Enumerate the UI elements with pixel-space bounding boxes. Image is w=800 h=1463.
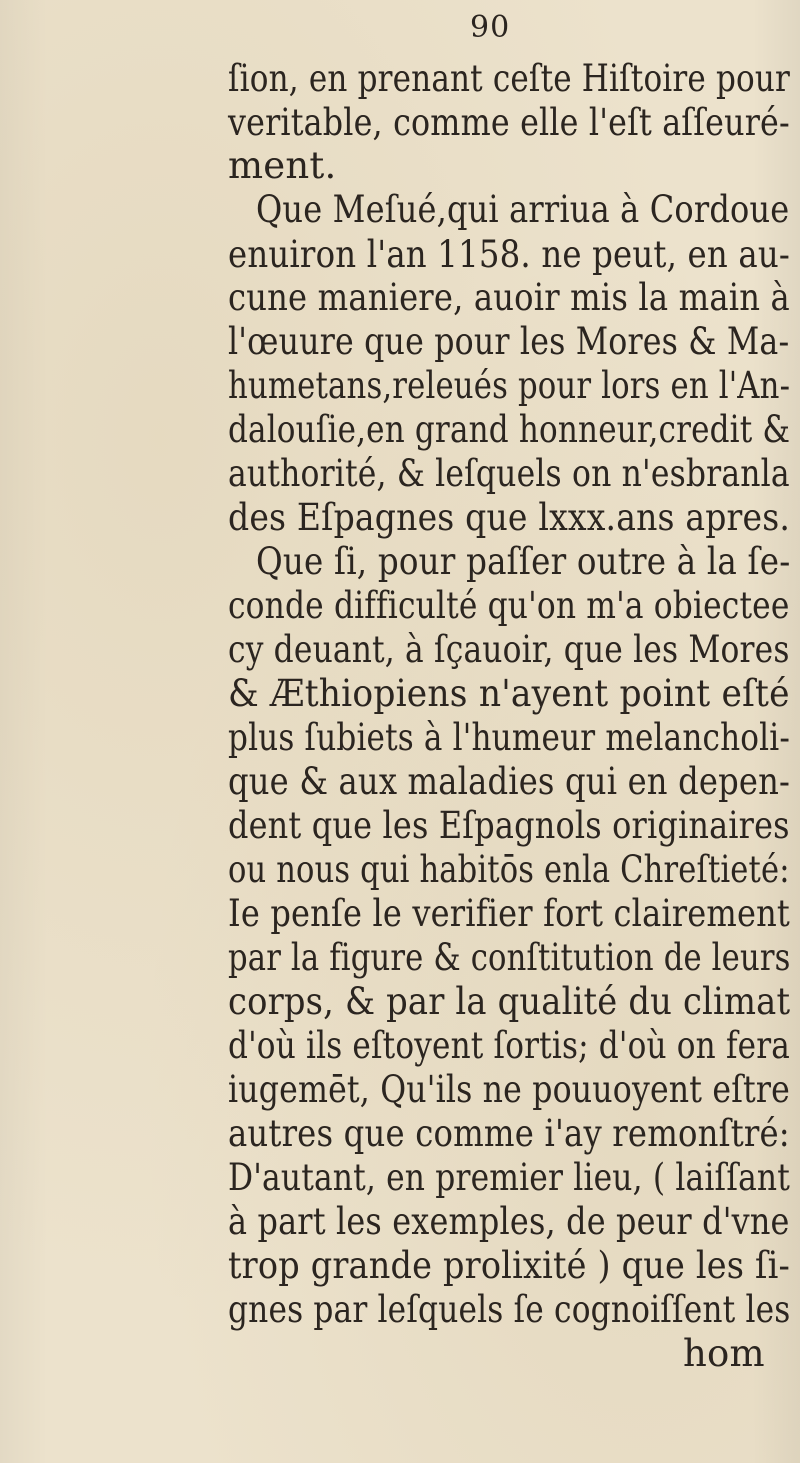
text-line: Que ſi, pour paſſer outre à la ſe- — [256, 540, 791, 583]
text-line: conde difficulté qu'on m'a obiectee — [228, 584, 790, 627]
text-line: D'autant, en premier lieu, ( laiſſant — [228, 1156, 790, 1199]
text-line: l'œuure que pour les Mores & Ma- — [228, 320, 790, 363]
text-line: Que Meſué,qui arriua à Cordoue — [256, 188, 790, 231]
text-line: corps, & par la qualité du climat — [228, 980, 791, 1023]
text-line: Ie penſe le verifier fort clairement — [228, 892, 790, 935]
text-line: humetans,releués pour lors en l'An- — [228, 364, 791, 407]
text-line: des Eſpagnes que lxxx.ans apres. — [228, 496, 791, 539]
text-line: autres que comme i'ay remonſtré: — [228, 1112, 790, 1155]
text-line: dent que les Eſpagnols originaires — [228, 804, 790, 847]
text-line: cy deuant, à ſçauoir, que les Mores — [228, 628, 790, 671]
text-line: ment. — [228, 144, 337, 187]
text-line: gnes par leſquels ſe cognoiſſent les — [228, 1288, 791, 1331]
text-line: ou nous qui habitōs enla Chreſtieté: — [228, 848, 790, 891]
text-line: plus ſubiets à l'humeur melancholi- — [228, 716, 791, 759]
text-line: ſion, en prenant ceſte Hiſtoire pour — [228, 57, 791, 100]
page-number: 90 — [470, 10, 511, 45]
text-line: trop grande prolixité ) que les ſi- — [228, 1244, 791, 1287]
text-line: authorité, & leſquels on n'esbranla — [228, 452, 790, 495]
text-line: d'où ils eſtoyent ſortis; d'où on fera — [228, 1024, 790, 1067]
text-line: dalouſie,en grand honneur,credit & — [228, 408, 791, 451]
text-line: par la figure & conſtitution de leurs — [228, 936, 791, 979]
text-line: cune maniere, auoir mis la main à — [228, 276, 790, 319]
text-line: que & aux maladies qui en depen- — [228, 760, 791, 803]
text-line: & Æthiopiens n'ayent point eſté — [228, 672, 790, 715]
text-line: iugemēt, Qu'ils ne pouuoyent eſtre — [228, 1068, 791, 1111]
text-line: veritable, comme elle l'eſt aſſeuré- — [228, 101, 790, 144]
text-line: enuiron l'an 1158. ne peut, en au- — [228, 233, 790, 276]
catchword: hom — [683, 1332, 765, 1375]
text-line: à part les exemples, de peur d'vne — [228, 1200, 790, 1243]
